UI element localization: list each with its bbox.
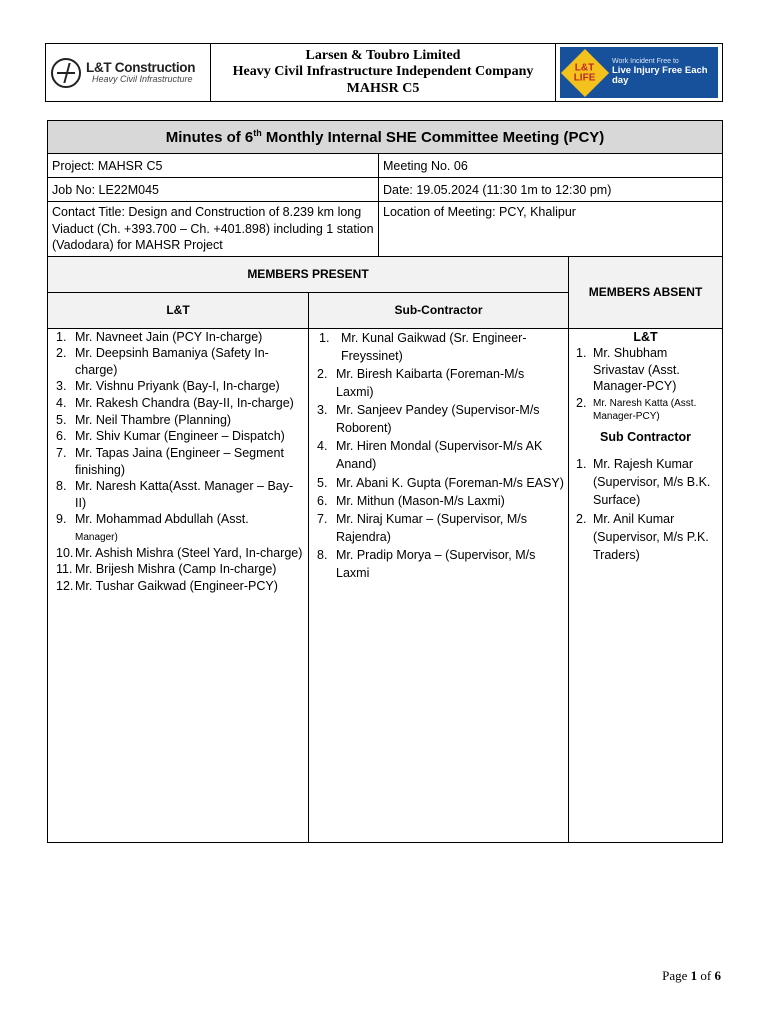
life-diamond-icon <box>561 48 609 96</box>
list-item: 7. Mr. Tapas Jaina (Engineer – Segment finishing) <box>56 445 284 477</box>
badge-top-text: L&T <box>575 61 595 73</box>
company-logo <box>46 44 211 101</box>
page-number: Page 1 of 6 <box>662 968 721 983</box>
list-item: 11. Mr. Brijesh Mishra (Camp In-charge) <box>56 562 277 577</box>
list-item: 8. Mr. Pradip Morya – (Supervisor, M/s Laxmi <box>317 548 536 581</box>
members-present-heading: MEMBERS PRESENT <box>48 256 569 292</box>
members-absent-heading: MEMBERS ABSENT <box>569 256 723 328</box>
lt-life-badge <box>560 47 718 98</box>
list-item: 5. Mr. Abani K. Gupta (Foreman-M/s EASY) <box>317 475 564 490</box>
badge-line-1: Work Incident Free to <box>612 58 679 66</box>
meeting-number-field: Meeting No. 06 <box>379 154 723 178</box>
company-line-2: Heavy Civil Infrastructure Independent Company <box>232 64 534 80</box>
list-item: 3. Mr. Sanjeev Pandey (Supervisor-M/s Roborent) <box>317 403 540 436</box>
lt-logo-icon <box>51 58 81 88</box>
date-field: Date: 19.05.2024 (11:30 1m to 12:30 pm) <box>379 178 723 202</box>
location-field: Location of Meeting: PCY, Khalipur <box>379 202 723 257</box>
logo-tagline: Heavy Civil Infrastructure <box>92 73 193 84</box>
subcontractor-members-list <box>313 329 564 583</box>
absent-lt-heading: L&T <box>633 329 658 344</box>
list-item: 8. Mr. Naresh Katta(Asst. Manager – Bay-II) <box>56 479 294 510</box>
absent-lt-list <box>573 345 718 423</box>
list-item: 7. Mr. Niraj Kumar – (Supervisor, M/s Rajendra) <box>317 511 528 544</box>
list-item: 2. Mr. Biresh Kaibarta (Foreman-M/s Laxmi) <box>317 366 525 399</box>
lt-members-cell <box>48 328 309 842</box>
letterhead <box>45 43 723 102</box>
lt-life-badge-area <box>556 44 722 101</box>
list-item: 1. Mr. Shubham Srivastav (Asst. Manager-PCY) <box>576 346 680 394</box>
document-title: Minutes of 6th Monthly Internal SHE Committee Meeting (PCY) <box>48 121 723 154</box>
lt-members-list <box>52 329 304 595</box>
minutes-table <box>47 120 723 843</box>
list-item: 9. Mr. Mohammad Abdullah (Asst. Manager) <box>56 512 249 543</box>
list-item: 10. Mr. Ashish Mishra (Steel Yard, In-charge) <box>56 545 303 560</box>
lt-column-heading: L&T <box>48 292 309 328</box>
company-line-3: MAHSR C5 <box>346 80 420 96</box>
list-item: 4. Mr. Hiren Mondal (Supervisor-M/s AK Anand) <box>317 439 543 472</box>
members-absent-cell <box>569 328 723 842</box>
list-item: 5. Mr. Neil Thambre (Planning) <box>56 412 232 427</box>
list-item: 6. Mr. Mithun (Mason-M/s Laxmi) <box>317 493 505 508</box>
list-item: 3. Mr. Vishnu Priyank (Bay-I, In-charge) <box>56 379 280 394</box>
list-item: 2. Mr. Naresh Katta (Asst. Manager-PCY) <box>576 396 697 423</box>
subcontractor-column-heading: Sub-Contractor <box>309 292 569 328</box>
company-line-1: Larsen & Toubro Limited <box>305 47 461 63</box>
list-item: 12. Mr. Tushar Gaikwad (Engineer-PCY) <box>56 578 278 593</box>
job-number-field: Job No: LE22M045 <box>48 178 379 202</box>
project-field: Project: MAHSR C5 <box>48 154 379 178</box>
contact-title-field: Contact Title: Design and Construction of 8.239 km long Viaduct (Ch. +393.700 – Ch. +401.898) including 1 station (Vadodara) for MAHSR Project <box>48 202 379 257</box>
list-item: 1. Mr. Kunal Gaikwad (Sr. Engineer-Freyssinet) <box>319 330 527 363</box>
list-item: 2. Mr. Anil Kumar (Supervisor, M/s P.K. Traders) <box>576 511 709 562</box>
company-name-block <box>211 44 556 101</box>
list-item: 6. Mr. Shiv Kumar (Engineer – Dispatch) <box>56 429 285 444</box>
absent-subcontractor-list <box>573 455 718 564</box>
list-item: 1. Mr. Rajesh Kumar (Supervisor, M/s B.K. Surface) <box>576 457 711 508</box>
list-item: 4. Mr. Rakesh Chandra (Bay-II, In-charge) <box>56 396 294 410</box>
subcontractor-members-cell <box>309 328 569 842</box>
list-item: 2. Mr. Deepsinh Bamaniya (Safety In-charge) <box>56 346 269 377</box>
badge-line-2: Live Injury Free Each day <box>612 64 708 87</box>
list-item: 1. Mr. Navneet Jain (PCY In-charge) <box>56 329 263 344</box>
absent-subcontractor-heading: Sub Contractor <box>600 429 692 444</box>
badge-word-text: LIFE <box>574 71 596 83</box>
logo-brand: L&T Construction <box>86 59 196 75</box>
